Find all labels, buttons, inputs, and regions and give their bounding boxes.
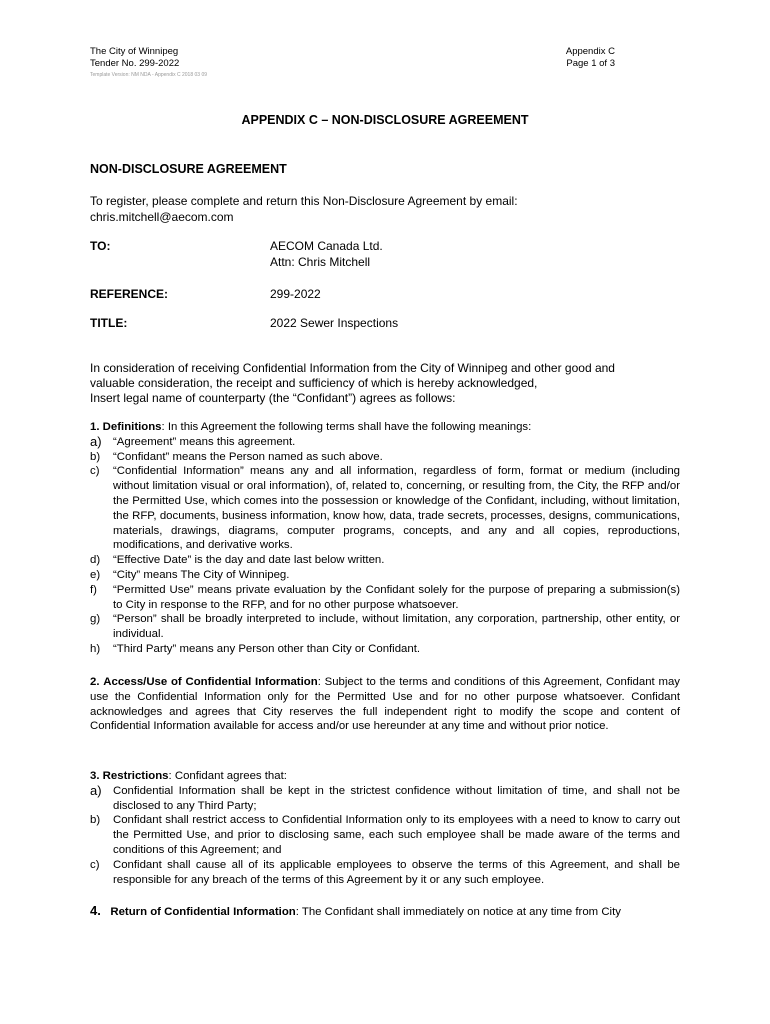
list-text: Confidential Information shall be kept in the strictest confidence without limitation of time, and shall not be disclosed to any Third Party; (113, 784, 680, 812)
list-marker: c) (90, 465, 100, 478)
list-text: “Permitted Use” means private evaluation by the Confidant solely for the purpose of preparing a submission(s) to City in response to the RFP, and for no other purpose whatsoever. (113, 583, 680, 611)
reference-label: REFERENCE: (90, 287, 169, 301)
section-title: NON-DISCLOSURE AGREEMENT (90, 162, 287, 176)
list-marker: f) (90, 583, 97, 596)
consideration-paragraph (90, 361, 690, 406)
instructions-line: To register, please complete and return this Non-Disclosure Agreement by email: (90, 194, 518, 208)
registration-email: chris.mitchell@aecom.com (90, 210, 234, 224)
header-appendix: Appendix C (565, 46, 615, 57)
template-version-note: Template Version: NM NDA - Appendix C 2018 03 09 (90, 72, 208, 78)
to-label: TO: (90, 239, 111, 253)
list-text: “Confidant” means the Person named as such above. (113, 450, 383, 463)
to-attention: Attn: Chris Mitchell (270, 255, 371, 269)
section-definitions (90, 420, 680, 657)
registration-instructions (90, 193, 690, 225)
list-text: Confidant shall cause all of its applicable employees to observe the terms of this Agreement, and shall be responsible for any breach of the terms of this Agreement by it or any such employee. (113, 858, 680, 886)
list-marker: e) (90, 568, 101, 581)
list-marker: c) (90, 858, 100, 871)
list-item (90, 464, 680, 553)
list-item (90, 583, 680, 613)
title-label: TITLE: (90, 316, 128, 330)
list-item (90, 553, 680, 568)
list-text: Confidant shall restrict access to Confidential Information only to its employees with a need to know to carry out the Permitted Use, and prior to disclosing same, each such employee shall be made aware of the terms and conditions of this Agreement; and (113, 814, 680, 856)
return-paragraph (90, 904, 680, 920)
list-marker: h) (90, 642, 101, 655)
list-item (90, 784, 680, 814)
list-text: “Person” shall be broadly interpreted to include, without limitation, any corporation, partnership, other entity, or individual. (113, 613, 680, 641)
consideration-line-3: Insert legal name of counterparty (the “Confidant”) agrees as follows: (90, 391, 456, 405)
section-restrictions (90, 769, 680, 887)
list-text: “City” means The City of Winnipeg. (113, 568, 290, 581)
section-heading: Restrictions (102, 770, 169, 782)
list-text: “Agreement” means this agreement. (113, 435, 296, 448)
list-marker: a) (90, 782, 102, 798)
section-number: 1. (90, 421, 100, 433)
list-marker: d) (90, 554, 101, 567)
list-item (90, 568, 680, 583)
list-marker: a) (90, 433, 102, 449)
section-text: : Subject to the terms and conditions of this Agreement, Confidant may use the Confidential Information only for the Permitted Use and for no other purpose whatsoever. Confidant acknowledges and agrees that City reserves the full independent right to modify the scope and content of Confidential Information available for access and/or use hereunder at any time and without prior notice. (90, 676, 680, 733)
section-lead-text: : In this Agreement the following terms shall have the following meanings: (161, 421, 532, 433)
document-title: APPENDIX C – NON-DISCLOSURE AGREEMENT (241, 113, 529, 127)
list-item (90, 612, 680, 642)
section-return (90, 904, 680, 920)
section-access-use (90, 675, 680, 734)
to-value (270, 238, 383, 270)
section-heading: Definitions (102, 421, 162, 433)
access-use-paragraph (90, 675, 680, 734)
list-item (90, 435, 680, 450)
consideration-line-2: valuable consideration, the receipt and sufficiency of which is hereby acknowledged, (90, 376, 538, 390)
to-company: AECOM Canada Ltd. (270, 239, 383, 253)
section-number: 4. (90, 903, 101, 918)
section-number: 3. (90, 770, 100, 782)
list-marker: g) (90, 613, 101, 626)
section-text: : The Confidant shall immediately on notice at any time from City (295, 906, 621, 918)
list-text: “Third Party” means any Person other than City or Confidant. (113, 642, 421, 655)
list-item (90, 813, 680, 857)
list-item (90, 450, 680, 465)
header-city: The City of Winnipeg (90, 46, 179, 57)
list-item (90, 642, 680, 657)
reference-value: 299-2022 (270, 287, 321, 301)
header-page-number: Page 1 of 3 (566, 58, 615, 69)
section-heading: Return of Confidential Information (110, 906, 296, 918)
list-marker: b) (90, 814, 101, 827)
header-right (566, 46, 615, 70)
list-text: “Confidential Information” means any and all information, regardless of form, format or medium (including without limitation visual or oral information), of, related to, concerning, or resulting from, the City, the RFP and/or the Permitted Use, which comes into the possession or knowledge of the Confidant, including, without limitation, the RFP, documents, business information, know how, data, trade secrets, processes, designs, communications, materials, drawings, diagrams, computer programs, concepts, and any and all copies, reproductions, modifications, and derivative works. (113, 465, 680, 552)
restrictions-lead (90, 769, 680, 784)
header-tender: Tender No. 299-2022 (90, 58, 180, 69)
section-heading: Access/Use of Confidential Information (103, 676, 318, 688)
list-text: “Effective Date” is the day and date last below written. (113, 554, 385, 567)
section-number: 2. (90, 676, 100, 688)
title-value: 2022 Sewer Inspections (270, 316, 399, 330)
list-marker: b) (90, 450, 101, 463)
definitions-lead (90, 420, 680, 435)
header-left (90, 46, 179, 70)
list-item (90, 858, 680, 888)
section-lead-text: : Confidant agrees that: (168, 770, 287, 782)
consideration-line-1: In consideration of receiving Confidential Information from the City of Winnipeg and other good and (90, 361, 615, 375)
